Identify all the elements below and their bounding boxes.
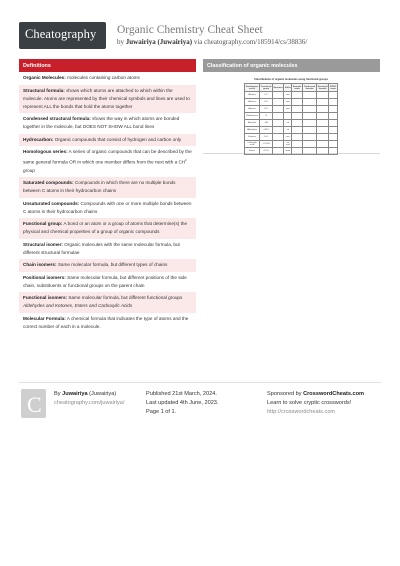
classification-column-header: Structure — [273, 84, 284, 92]
table-row — [245, 134, 338, 141]
table-cell: Alkanes — [245, 92, 260, 99]
definition-entry — [19, 85, 196, 114]
footer-page-number: Page 1 of 1. — [146, 409, 177, 415]
table-cell: -al — [284, 127, 292, 134]
definition-entry — [19, 239, 196, 260]
definition-entry — [19, 113, 196, 134]
author-link[interactable]: Juwairiya (Juwairiya) — [125, 38, 193, 46]
author-avatar[interactable] — [21, 389, 46, 418]
footer-updated: Last updated 4th June, 2023. — [146, 400, 219, 406]
footer-divider — [19, 382, 381, 383]
classification-column-header: Suffix — [284, 84, 292, 92]
table-cell: C=C — [260, 99, 273, 106]
table-cell: Haloalkanes — [245, 113, 260, 120]
table-row — [245, 113, 338, 120]
classification-table-body — [245, 92, 338, 155]
table-cell — [303, 141, 317, 148]
classification-table-header — [245, 84, 338, 92]
definition-entry — [19, 134, 196, 147]
table-cell: -ene — [284, 99, 292, 106]
definition-term: Hydrocarbon: — [23, 136, 54, 142]
definition-text: Same molecular formula, but different functional groups — [67, 295, 183, 301]
definition-text: A chemical formula that indicates the type of atoms and the correct number of each in a molecule. — [23, 315, 189, 329]
definition-term: Chain isomers: — [23, 262, 57, 268]
definition-term: Condensed structural formula: — [23, 116, 91, 121]
table-cell — [316, 134, 328, 141]
definition-text: Organic compounds that consist of hydrogen and carbon only — [53, 136, 182, 142]
definition-entry — [19, 259, 196, 272]
table-cell — [292, 113, 303, 120]
table-cell — [329, 99, 338, 106]
sponsor-tagline: Learn to solve cryptic crosswords! — [267, 400, 352, 406]
sponsor-link[interactable]: CrosswordCheats.com — [303, 391, 365, 397]
table-cell — [316, 141, 328, 148]
table-cell: Alkynes — [245, 106, 260, 113]
definition-term: Saturated compounds: — [23, 180, 74, 186]
avatar-letter: C — [27, 392, 42, 417]
table-row — [245, 92, 338, 99]
table-cell: Ketones — [245, 134, 260, 141]
cheatography-logo[interactable] — [19, 22, 106, 49]
definition-text-tail: group — [23, 167, 35, 173]
classification-column-header: Condensed formula — [303, 85, 316, 90]
table-row — [245, 141, 338, 148]
table-cell — [303, 99, 317, 106]
table-cell: -COO- — [260, 148, 273, 155]
table-cell: -CHO — [260, 127, 273, 134]
table-cell — [273, 92, 284, 99]
byline — [117, 38, 307, 46]
table-cell — [292, 92, 303, 99]
table-cell — [316, 113, 328, 120]
definition-text: Same molecular formula, but different positions of the side chain, substituents or functional groups on the parent chain — [23, 274, 187, 288]
definition-term: Organic Molecules: — [23, 75, 66, 80]
table-cell: -yne — [284, 106, 292, 113]
table-cell — [303, 106, 317, 113]
classification-image — [203, 72, 380, 154]
table-cell — [273, 113, 284, 120]
footer-by-label: By — [54, 391, 61, 397]
definition-text: shows which atoms are attached to which within the molecule. Atoms are represented by their chemical symbols and lines are used to represent ALL the bonds that hold the atoms together — [23, 87, 190, 109]
classification-section — [203, 59, 380, 154]
sheet-url[interactable]: cheatography.com/185914/cs/38836/ — [204, 38, 308, 46]
table-cell: Carboxylic acids — [245, 141, 260, 148]
definition-text: A bond or an atom or a group of atoms that determine(s) the physical and chemical properties of a group of organic compounds — [23, 221, 188, 235]
sponsor-prefix: Sponsored by — [267, 391, 302, 397]
table-row — [245, 120, 338, 127]
classification-table-title: Classification of organic molecules using functional groups — [254, 78, 328, 81]
table-cell: Alkenes — [245, 99, 260, 106]
definition-text: molecules containing carbon atoms — [65, 75, 140, 80]
definition-term: Positional isomers: — [23, 274, 66, 280]
classification-table-wrap — [244, 78, 338, 155]
table-cell: Esters — [245, 148, 260, 155]
table-cell: -one — [284, 134, 292, 141]
table-cell — [273, 120, 284, 127]
definition-entry — [19, 292, 196, 313]
footer-author-name[interactable]: Juwairiya — [62, 391, 88, 397]
table-cell: C-C — [260, 92, 273, 99]
classification-column-header: Homologous series — [245, 85, 259, 90]
table-cell — [292, 141, 303, 148]
definition-entry — [19, 198, 196, 219]
definition-superscript: 2 — [185, 158, 187, 162]
table-cell — [316, 92, 328, 99]
table-cell: -COOH — [260, 141, 273, 148]
definition-text: Compounds with one or more multiple bonds between C atoms in their hydrocarbon chains — [23, 200, 192, 214]
table-cell — [292, 127, 303, 134]
table-cell — [329, 92, 338, 99]
classification-column-header: Structural formula — [317, 85, 328, 90]
table-row — [245, 99, 338, 106]
table-cell — [316, 120, 328, 127]
definition-term: Structural formula: — [23, 87, 65, 93]
definition-term: Functional group: — [23, 221, 63, 227]
byline-via: via — [193, 38, 203, 46]
footer-sponsor-line — [267, 391, 364, 397]
definition-entry — [19, 72, 196, 85]
table-cell — [303, 113, 317, 120]
table-cell — [329, 127, 338, 134]
classification-column-header: Functional group — [260, 85, 272, 90]
classification-table — [244, 83, 338, 155]
table-cell — [292, 99, 303, 106]
logo-text: Cheatography — [25, 27, 97, 41]
definition-entry — [19, 272, 196, 293]
table-cell: -ane — [284, 92, 292, 99]
table-cell: -ol — [284, 120, 292, 127]
table-cell — [273, 99, 284, 106]
definition-text: shows the way in which atoms are bonded together in the molecule, but DOES NOT SHOW ALL bond lines — [23, 116, 180, 129]
table-cell — [292, 106, 303, 113]
page-header — [0, 0, 400, 62]
definition-entry — [19, 177, 196, 198]
table-cell: -OH — [260, 120, 273, 127]
definition-term: Structural isomer: — [23, 241, 63, 247]
definition-term: Molecular Formula: — [23, 315, 66, 321]
table-row — [245, 148, 338, 155]
table-cell: -oic acid — [284, 141, 292, 148]
table-cell: -X — [260, 113, 273, 120]
definitions-section — [19, 59, 196, 333]
table-cell — [316, 99, 328, 106]
table-cell: C≡C — [260, 106, 273, 113]
footer-author-line — [54, 391, 116, 397]
definition-entry — [19, 313, 196, 334]
definition-examples: Aldehydes and Ketones, Esters and Carboxylic Acids — [23, 303, 133, 309]
definition-text: Compounds in which there are no multiple bonds between C atoms in their hydrocarbon chains — [23, 180, 176, 194]
definition-term: Homologous series: — [23, 149, 68, 154]
table-row — [245, 106, 338, 113]
footer-author-handle: (Juwairiya) — [89, 391, 117, 397]
table-cell — [273, 106, 284, 113]
definition-text: Organic molecules with the same molecular formula, but different structural formulae — [23, 241, 180, 255]
table-cell — [329, 106, 338, 113]
definition-text: A series of organic compounds that can be described by the same general formula OR in which one member differs from the next with a CH — [23, 149, 192, 165]
table-cell — [316, 127, 328, 134]
definition-entry — [19, 218, 196, 239]
sponsor-url[interactable]: http://crosswordcheats.com — [267, 409, 336, 415]
definition-entry — [19, 146, 196, 177]
classification-column-header: Example name — [292, 85, 302, 90]
table-row — [245, 127, 338, 134]
table-cell: Aldehydes — [245, 127, 260, 134]
table-cell: -oate — [284, 148, 292, 155]
table-cell — [292, 134, 303, 141]
byline-prefix: by — [117, 38, 124, 46]
definition-term: Functional isomers: — [23, 295, 68, 301]
table-cell — [273, 141, 284, 148]
table-cell — [273, 134, 284, 141]
definitions-list — [19, 72, 196, 333]
definition-term: Unsaturated compounds: — [23, 200, 80, 206]
definition-text: Same molecular formula, but different types of chains — [56, 262, 168, 268]
table-cell — [329, 134, 338, 141]
table-cell — [303, 134, 317, 141]
table-cell — [273, 127, 284, 134]
table-cell: C=O — [260, 134, 273, 141]
table-cell — [316, 148, 328, 155]
table-cell — [303, 148, 317, 155]
footer-author-url[interactable]: cheatography.com/juwairiya/ — [54, 400, 125, 406]
classification-heading: Classification of organic molecules — [203, 59, 380, 72]
table-cell — [284, 113, 292, 120]
table-cell — [303, 92, 317, 99]
table-cell — [273, 148, 284, 155]
table-cell — [329, 148, 338, 155]
table-cell — [316, 106, 328, 113]
table-cell — [292, 148, 303, 155]
definitions-heading: Definitions — [19, 59, 196, 72]
table-cell: Alcohols — [245, 120, 260, 127]
classification-column-header: IUPAC name — [329, 85, 337, 90]
table-cell — [329, 120, 338, 127]
table-cell — [329, 113, 338, 120]
table-cell — [303, 120, 317, 127]
table-cell — [329, 141, 338, 148]
page-title: Organic Chemistry Cheat Sheet — [117, 24, 263, 36]
footer-published: Published 21st March, 2024. — [146, 391, 217, 397]
table-cell — [292, 120, 303, 127]
table-cell — [303, 127, 317, 134]
